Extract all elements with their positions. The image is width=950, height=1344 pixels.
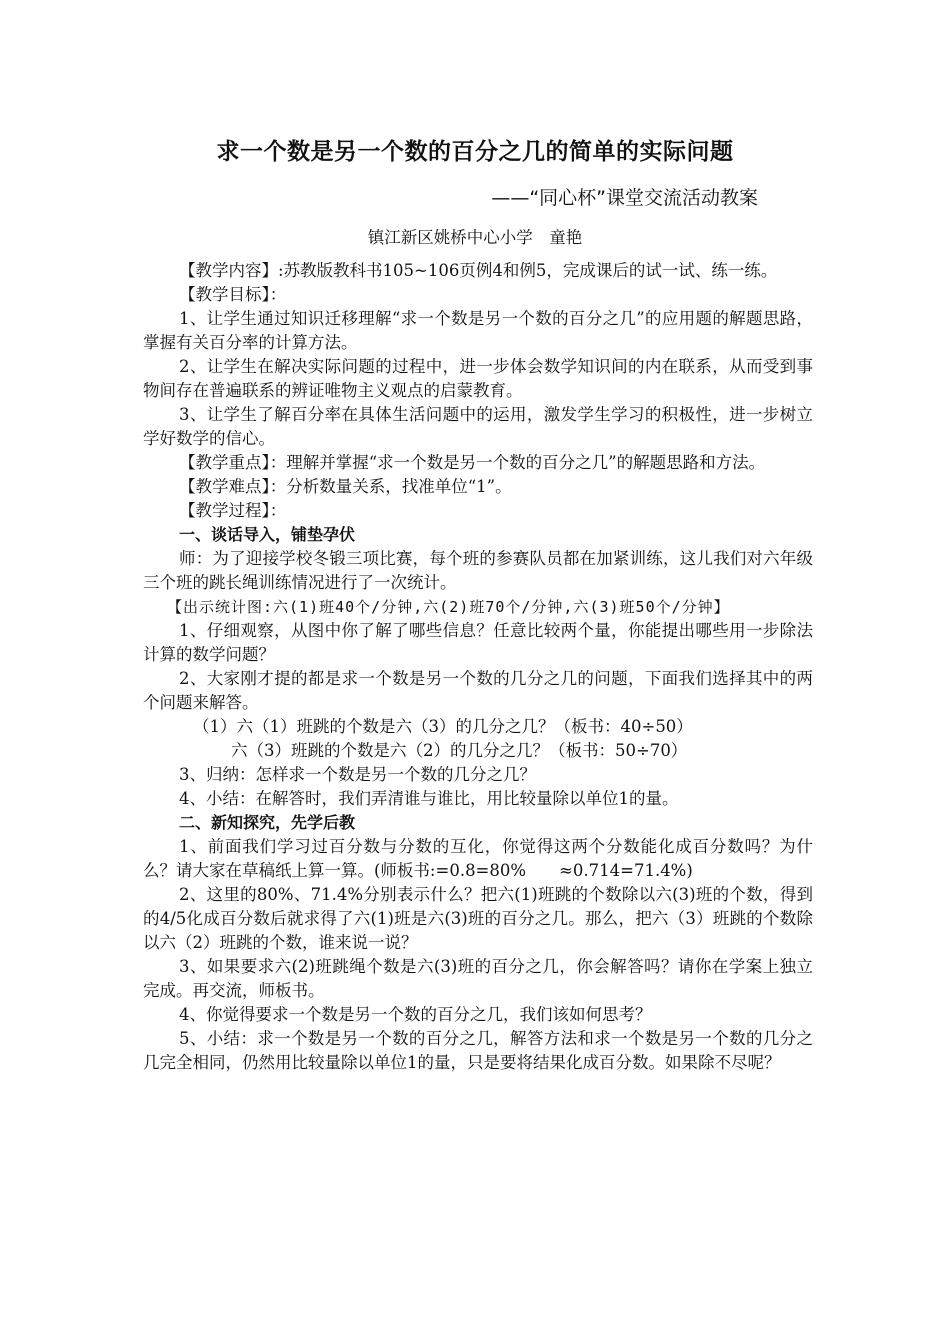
- document-body: [143, 259, 813, 1075]
- paragraph-goal-3: 3、让学生了解百分率在具体生活问题中的运用，激发学生学习的积极性，进一步树立学好数学的信心。: [143, 405, 813, 448]
- paragraph-goals-heading: 【教学目标】：: [179, 285, 287, 304]
- paragraph-new-2: 2、这里的80%、71.4%分别表示什么？把六(1)班跳的个数除以六(3)班的个数，得到的4/5化成百分数后就求得了六(1)班是六(3)班的百分之几。那么，把六（3）班跳的个数除以六（2）班跳的个数，谁来说一说？: [143, 885, 813, 952]
- document-author: 镇江新区姚桥中心小学 童艳: [367, 228, 583, 247]
- paragraph-new-4: 4、你觉得要求一个数是另一个数的百分之几，我们该如何思考？: [179, 1005, 652, 1024]
- document-title: 求一个数是另一个数的百分之几的简单的实际问题: [216, 139, 734, 165]
- paragraph-difficulty: 【教学难点】：分析数量关系，找准单位“1”。: [179, 477, 512, 496]
- paragraph-goal-1: 1、让学生通过知识迁移理解“求一个数是另一个数的百分之几”的应用题的解题思路，掌握有关百分率的计算方法。: [143, 309, 813, 352]
- paragraph-chart-note: 【出示统计图:六(1)班40个/分钟,六(2)班70个/分钟,六(3)班50个/分钟】: [167, 598, 730, 616]
- paragraph-key-point: 【教学重点】：理解并掌握“求一个数是另一个数的百分之几”的解题思路和方法。: [179, 453, 766, 472]
- paragraph-content: 【教学内容】:苏教版教科书105~106页例4和例5，完成课后的试一试、练一练。: [179, 261, 778, 280]
- paragraph-step-1: 1、仔细观察，从图中你了解了哪些信息？任意比较两个量，你能提出哪些用一步除法计算的数学问题？: [143, 621, 813, 664]
- section-heading-2: 二、新知探究，先学后教: [179, 813, 356, 832]
- paragraph-new-3: 3、如果要求六(2)班跳绳个数是六(3)班的百分之几，你会解答吗？请你在学案上独立完成。再交流，师板书。: [143, 957, 813, 1000]
- document-subtitle: ——“同心杯”课堂交流活动教案: [491, 187, 758, 209]
- paragraph-teacher-intro: 师：为了迎接学校冬锻三项比赛，每个班的参赛队员都在加紧训练，这儿我们对六年级三个班的跳长绳训练情况进行了一次统计。: [143, 549, 813, 592]
- paragraph-new-1: 1、前面我们学习过百分数与分数的互化，你觉得这两个分数能化成百分数吗？为什么？请大家在草稿纸上算一算。(师板书:=0.8=80% ≈0.714=71.4%): [143, 837, 813, 880]
- paragraph-step-3: 3、归纳：怎样求一个数是另一个数的几分之几？: [179, 765, 536, 784]
- paragraph-question-1: （1）六（1）班跳的个数是六（3）的几分之几？（板书：40÷50）: [193, 717, 693, 736]
- paragraph-goal-2: 2、让学生在解决实际问题的过程中，进一步体会数学知识间的内在联系，从而受到事物间存在普遍联系的辨证唯物主义观点的启蒙教育。: [143, 357, 813, 400]
- paragraph-question-2: 六（3）班跳的个数是六（2）的几分之几？（板书：50÷70）: [231, 741, 688, 760]
- paragraph-step-2: 2、大家刚才提的都是求一个数是另一个数的几分之几的问题，下面我们选择其中的两个问题来解答。: [143, 669, 813, 712]
- section-heading-1: 一、谈话导入，铺垫孕伏: [179, 525, 356, 544]
- paragraph-new-5: 5、小结：求一个数是另一个数的百分之几，解答方法和求一个数是另一个数的几分之几完全相同，仍然用比较量除以单位1的量，只是要将结果化成百分数。如果除不尽呢？: [143, 1029, 813, 1072]
- paragraph-process-heading: 【教学过程】：: [179, 501, 287, 520]
- paragraph-step-4: 4、小结：在解答时，我们弄清谁与谁比，用比较量除以单位1的量。: [179, 789, 679, 808]
